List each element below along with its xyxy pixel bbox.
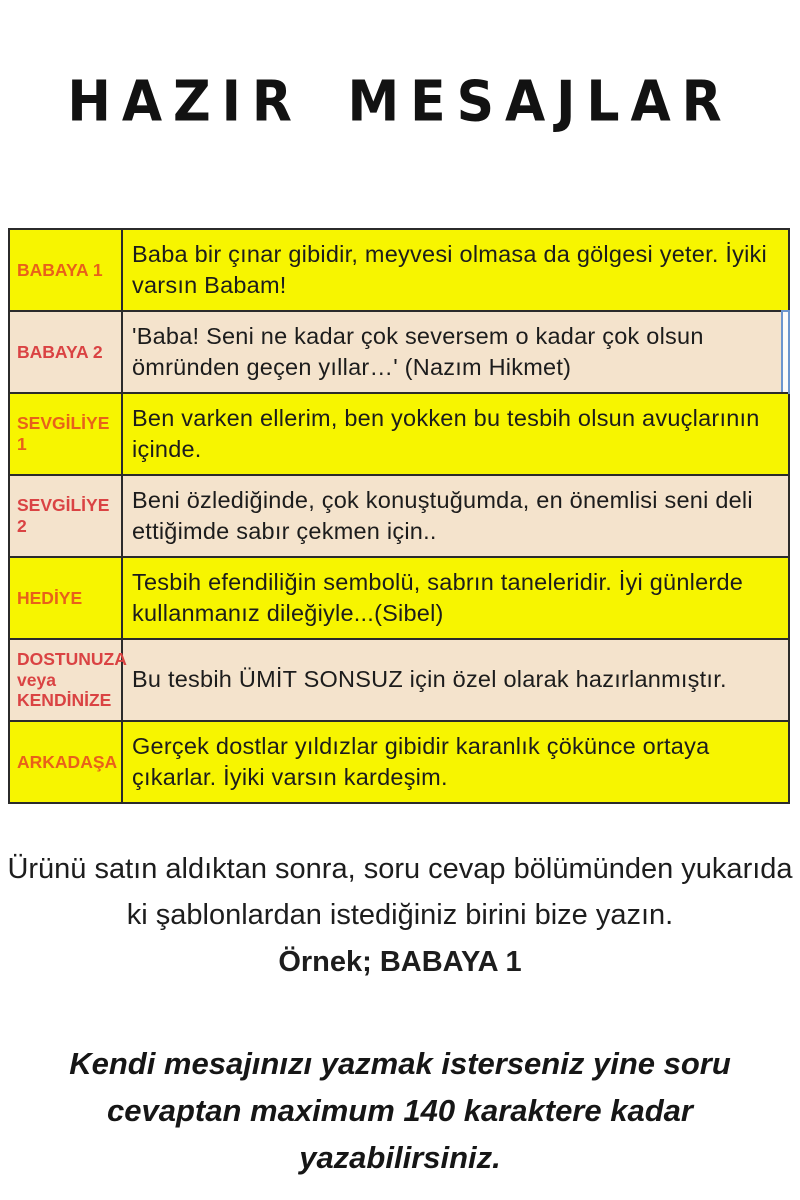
message-template-label: SEVGİLİYE 1 [10,394,123,474]
message-template-text: Baba bir çınar gibidir, meyvesi olmasa da gölgesi yeter. İyiki varsın Babam! [132,240,768,298]
table-row [10,474,788,556]
table-row [10,310,788,392]
table-row [10,230,788,310]
table-row [10,720,788,802]
message-template-label: BABAYA 1 [10,230,123,310]
ready-messages-table [8,228,790,804]
instructions-text: Ürünü satın aldıktan sonra, soru cevap bölümünden yukarıda ki şablonlardan istediğiniz birini bize yazın. [7,853,793,932]
message-template-text: Tesbih efendiliğin sembolü, sabrın taneleridir. İyi günlerde kullanmanız dileğiyle...(Sibel) [132,568,744,626]
table-row [10,556,788,638]
message-template-text: Beni özlediğinde, çok konuştuğumda, en önemlisi seni deli ettiğimde sabır çekmen için.. [132,486,753,544]
table-row [10,638,788,720]
message-template-text: Gerçek dostlar yıldızlar gibidir karanlık çökünce ortaya çıkarlar. İyiki varsın kardeşim. [132,732,710,790]
message-template-label: SEVGİLİYE 2 [10,476,123,556]
instructions-example: Örnek; BABAYA 1 [278,945,522,978]
message-template-text: 'Baba! Seni ne kadar çok seversem o kadar çok olsun ömründen geçen yıllar…' (Nazım Hikmet) [132,322,704,380]
table-row [10,392,788,474]
message-template-label: DOSTUNUZA veya KENDİNİZE [10,640,123,720]
page-title: HAZIR MESAJLAR [67,69,733,135]
message-template-label: ARKADAŞA [10,722,123,802]
message-template-text: Bu tesbih ÜMİT SONSUZ için özel olarak hazırlanmıştır. [132,666,727,693]
message-template-label: BABAYA 2 [10,312,123,392]
message-template-text: Ben varken ellerim, ben yokken bu tesbih olsun avuçlarının içinde. [132,404,760,462]
custom-message-note: Kendi mesajınızı yazmak isterseniz yine soru cevaptan maximum 140 karaktere kadar yazabilirsiniz. [69,1046,731,1176]
purchase-instructions [0,846,800,985]
message-template-label: HEDİYE [10,558,123,638]
selection-cursor-artifact [781,310,790,394]
